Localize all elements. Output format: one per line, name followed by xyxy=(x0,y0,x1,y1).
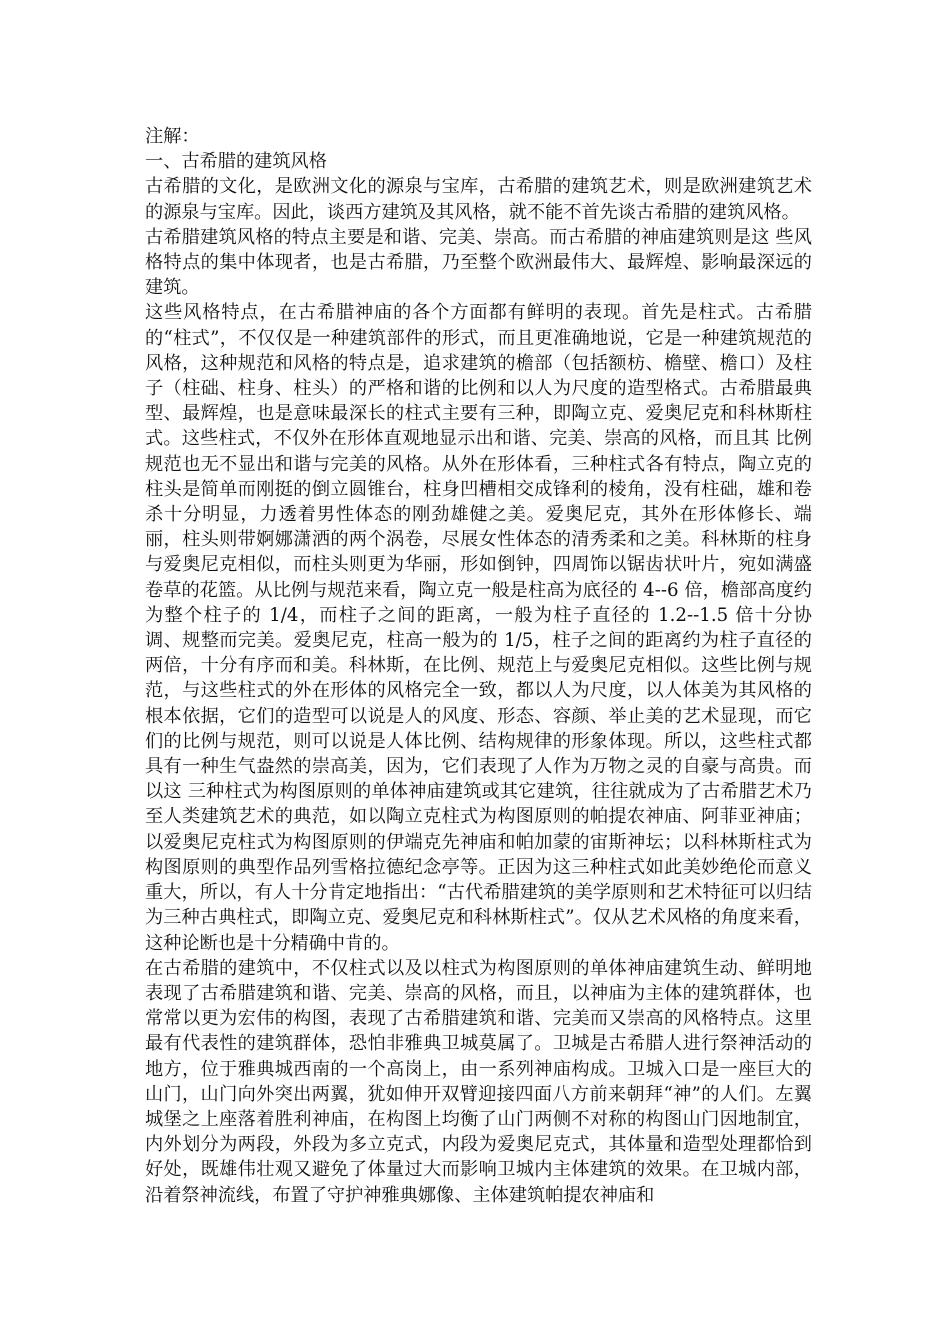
section-title: 一、古希腊的建筑风格 xyxy=(145,151,327,173)
paragraph-acropolis: 在古希腊的建筑中，不仅柱式以及以柱式为构图原则的单体神庙建筑生动、鲜明地表现了古希腊建筑和谐、完美、崇高的风格，而且，以神庙为主体的建筑群体，也常常以更为宏伟的构图，表现了古希腊建筑和谐、完美而又崇高的风格特点。这里最有代表性的建筑群体，恐怕非雅典卫城莫属了。卫城是古希腊人进行祭神活动的地方，位于雅典城西南的一个高岗上，由一系列神庙构成。卫城入口是一座巨大的山门，山门向外突出两翼，犹如伸开双臂迎接四面八方前来朝拜“神”的人们。左翼城堡之上座落着胜利神庙，在构图上均衡了山门两侧不对称的构图山门因地制宜，内外划分为两段，外段为多立克式，内段为爱奥尼克式，其体量和造型处理都恰到好处，既雄伟壮观又避免了体量过大而影响卫城内主体建筑的效果。在卫城内部，沿着祭神流线，布置了守护神雅典娜像、主体建筑帕提农神庙和 xyxy=(145,957,812,1206)
note-label: 注解： xyxy=(145,126,200,147)
paragraph-orders: 这些风格特点，在古希腊神庙的各个方面都有鲜明的表现。首先是柱式。古希腊的“柱式”，不仅仅是一种建筑部件的形式，而且更准确地说，它是一种建筑规范的风格，这种规范和风格的特点是，追求建筑的檐部（包括额枋、檐壁、檐口）及柱子（柱础、柱身、柱头）的严格和谐的比例和以人为尺度的造型格式。古希腊最典型、最辉煌，也是意味最深长的柱式主要有三种，即陶立克、爱奥尼克和科林斯柱式。这些柱式，不仅外在形体直观地显示出和谐、完美、崇高的风格，而且其 比例规范也无不显出和谐与完美的风格。从外在形体看，三种柱式各有特点，陶立克的柱头是简单而刚挺的倒立圆锥台，柱身凹槽相交成锋利的棱角，没有柱础，雄和卷杀十分明显，力透着男性体态的刚劲雄健之美。爱奥尼克，其外在形体修长、端丽，柱头则带婀娜潇洒的两个涡卷，尽展女性体态的清秀柔和之美。科林斯的柱身与爱奥尼克相似，而柱头则更为华丽，形如倒钟，四周饰以锯齿状叶片，宛如满盛卷草的花篮。从比例与规范来看，陶立克一般是柱高为底径的 4--6 倍，檐部高度约为整个柱子的 1/4，而柱子之间的距离，一般为柱子直径的 1.2--1.5 倍十分协 调、规整而完美。爱奥尼克，柱高一般为的 1/5，柱子之间的距离约为柱子直径的两倍，十分有序而和美。科林斯，在比例、规范上与爱奥尼克相似。这些比例与规范，与这些柱式的外在形体的风格完全一致，都以人为尺度，以人体美为其风格的根本依据，它们的造型可以说是人的风度、形态、容颜、举止美的艺术显现，而它们的比例与规范，则可以说是人体比例、结构规律的形象体现。所以，这些柱式都具有一种生气盎然的崇高美，因为，它们表现了人作为万物之灵的自豪与高贵。而以这 三种柱式为构图原则的单体神庙建筑或其它建筑，往往就成为了古希腊艺术乃至人类建筑艺术的典范，如以陶立克柱式为构图原则的帕提农神庙、阿菲亚神庙；以爱奥尼克柱式为构图原则的伊端克先神庙和帕加蒙的宙斯神坛；以科林斯柱式为构图原则的典型作品列雪格拉德纪念亭等。正因为这三种柱式如此美妙绝伦而意义重大，所以，有人十分肯定地指出：“古代希腊建筑的美学原则和艺术特征可以归结为三种古典柱式，即陶立克、爱奥尼克和科林斯柱式”。仅从艺术风格的角度来看，这种论断也是十分精确中肯的。 xyxy=(145,302,812,954)
document-body xyxy=(145,124,812,1208)
paragraph-style-features: 古希腊建筑风格的特点主要是和谐、完美、崇高。而古希腊的神庙建筑则是这 些风格特点的集中体现者，也是古希腊，乃至整个欧洲最伟大、最辉煌、影响最深远的建筑。 xyxy=(145,226,812,299)
paragraph-intro: 古希腊的文化，是欧洲文化的源泉与宝库，古希腊的建筑艺术，则是欧洲建筑艺术的源泉与宝库。因此，谈西方建筑及其风格，就不能不首先谈古希腊的建筑风格。 xyxy=(145,176,812,223)
